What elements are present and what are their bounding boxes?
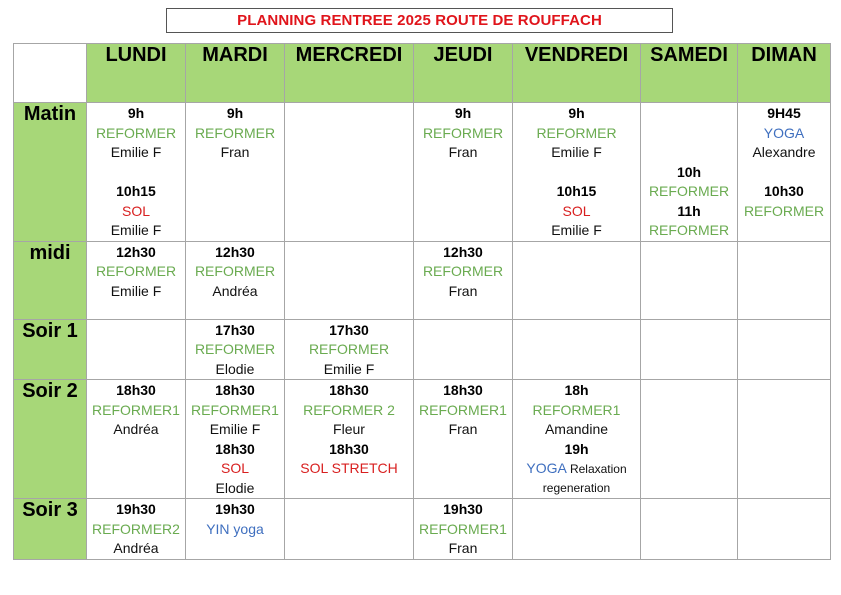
class-time: 18h30: [215, 382, 255, 398]
class-time: 17h30: [329, 321, 369, 338]
day-header-vendredi: VENDREDI: [513, 44, 641, 103]
class-name: REFORMER2: [92, 520, 180, 537]
class-time: 18h: [564, 382, 589, 398]
class-name: REFORMER: [648, 183, 730, 199]
instructor-name: Fran: [220, 144, 250, 160]
class-detail: Relaxation: [569, 462, 627, 476]
slot-label: Soir 3: [14, 499, 87, 560]
schedule-cell: [285, 103, 414, 242]
instructor-name: Andréa: [113, 540, 159, 556]
schedule-cell: [87, 103, 186, 242]
class-time: 18h30: [116, 382, 156, 398]
class-name: REFORMER: [743, 202, 825, 219]
instructor-name: Emilie F: [209, 421, 261, 437]
day-header-samedi: SAMEDI: [641, 44, 738, 103]
schedule-cell: [641, 319, 738, 380]
schedule-cell: [414, 319, 513, 380]
class-name: REFORMER 2: [303, 401, 395, 418]
class-name: REFORMER1: [532, 401, 621, 418]
schedule-cell: [414, 499, 513, 560]
class-name: YOGA: [763, 124, 805, 141]
class-name: REFORMER: [536, 124, 617, 141]
schedule-cell: [285, 380, 414, 499]
instructor-name: Emilie F: [110, 144, 162, 160]
class-name: REFORMER1: [92, 401, 180, 418]
slot-label: Soir 1: [14, 319, 87, 380]
instructor-name: Fleur: [333, 421, 365, 437]
instructor-name: Andréa: [212, 282, 258, 299]
class-name: SOL: [562, 202, 591, 219]
class-time: 19h30: [215, 501, 255, 517]
class-name: REFORMER: [308, 341, 390, 357]
day-header-diman: DIMAN: [738, 44, 831, 103]
class-time: 11h: [677, 202, 701, 219]
schedule-cell: [738, 380, 831, 499]
class-time: 9h: [226, 105, 244, 121]
class-line: [526, 459, 626, 479]
slot-row-midi: [14, 241, 831, 319]
schedule-cell: [186, 241, 285, 319]
schedule-cell: [641, 499, 738, 560]
instructor-name: Emilie F: [551, 144, 602, 160]
corner-cell: [14, 44, 87, 103]
schedule-cell: [738, 319, 831, 380]
class-name: SOL: [220, 460, 249, 476]
slot-row-soir-1: [14, 319, 831, 380]
schedule-cell: [513, 499, 641, 560]
header-row: [14, 44, 831, 103]
class-name: REFORMER: [194, 341, 276, 357]
slot-row-soir-3: [14, 499, 831, 560]
class-time: 10h15: [556, 183, 597, 199]
class-time: 12h30: [215, 243, 255, 260]
class-name: REFORMER: [95, 124, 177, 141]
class-name: REFORMER: [648, 222, 730, 238]
schedule-cell: [641, 103, 738, 242]
page-title: PLANNING RENTREE 2025 ROUTE DE ROUFFACH: [166, 8, 673, 33]
schedule-cell: [285, 499, 414, 560]
class-name: REFORMER: [95, 263, 177, 279]
instructor-name: Alexandre: [752, 144, 816, 160]
class-name: REFORMER1: [419, 401, 507, 418]
schedule-cell: [186, 103, 285, 242]
class-name: SOL: [121, 202, 150, 219]
schedule-cell: [641, 380, 738, 499]
class-time: 18h30: [443, 382, 483, 398]
schedule-cell: [285, 319, 414, 380]
instructor-name: Emilie F: [551, 222, 602, 238]
class-time: 18h30: [329, 382, 369, 398]
class-name: YIN yoga: [206, 520, 264, 537]
instructor-name: Elodie: [215, 360, 255, 377]
class-name: REFORMER: [194, 263, 276, 279]
instructor-name: Andréa: [113, 421, 159, 437]
class-name: YOGA: [526, 460, 567, 476]
class-time: 9h: [127, 105, 145, 121]
day-header-jeudi: JEUDI: [414, 44, 513, 103]
instructor-name: Amandine: [544, 421, 609, 437]
schedule-cell: [513, 319, 641, 380]
class-time: 12h30: [443, 243, 483, 260]
instructor-name: Fran: [448, 540, 478, 556]
class-name: REFORMER: [194, 124, 276, 141]
class-time: 19h30: [443, 501, 483, 517]
instructor-name: Fran: [448, 144, 478, 160]
instructor-name: Fran: [448, 282, 478, 299]
class-time: 18h30: [329, 440, 369, 457]
schedule-cell: [513, 380, 641, 499]
class-time: 19h30: [116, 501, 156, 517]
class-time: 9H45: [767, 105, 801, 121]
class-time: 9h: [568, 105, 585, 121]
schedule-cell: [513, 103, 641, 242]
class-time: 10h15: [116, 183, 156, 199]
slot-label: Matin: [14, 103, 87, 242]
schedule-cell: [641, 241, 738, 319]
instructor-name: Emilie F: [110, 222, 162, 238]
schedule-cell: [285, 241, 414, 319]
slot-row-soir-2: [14, 380, 831, 499]
class-name: REFORMER1: [419, 520, 507, 537]
class-name: REFORMER1: [191, 401, 279, 418]
class-name: REFORMER: [422, 263, 504, 279]
schedule-cell: [186, 380, 285, 499]
schedule-cell: [738, 499, 831, 560]
day-header-mercredi: MERCREDI: [285, 44, 414, 103]
schedule-cell: [414, 103, 513, 242]
class-time: 19h: [564, 440, 589, 457]
schedule-cell: [186, 499, 285, 560]
schedule-cell: [738, 103, 831, 242]
day-header-mardi: MARDI: [186, 44, 285, 103]
class-time: 10h30: [764, 183, 804, 199]
instructor-name: Fran: [448, 421, 478, 437]
schedule-cell: [87, 499, 186, 560]
slot-row-matin: [14, 103, 831, 242]
schedule-cell: [738, 241, 831, 319]
class-detail: regeneration: [542, 480, 611, 495]
schedule-table: [13, 43, 831, 560]
class-time: 18h30: [215, 440, 255, 457]
class-time: 12h30: [116, 243, 156, 260]
schedule-cell: [414, 380, 513, 499]
day-header-lundi: LUNDI: [87, 44, 186, 103]
schedule-cell: [87, 241, 186, 319]
class-name: REFORMER: [422, 124, 504, 141]
schedule-cell: [87, 319, 186, 380]
instructor-name: Elodie: [215, 479, 255, 496]
class-name: SOL STRETCH: [300, 460, 398, 476]
instructor-name: Emilie F: [110, 282, 162, 299]
slot-label: Soir 2: [14, 380, 87, 499]
class-time: 9h: [454, 105, 472, 121]
schedule-cell: [414, 241, 513, 319]
schedule-cell: [513, 241, 641, 319]
instructor-name: Emilie F: [323, 360, 375, 377]
schedule-cell: [186, 319, 285, 380]
schedule-cell: [87, 380, 186, 499]
slot-label: midi: [14, 241, 87, 319]
class-time: 17h30: [215, 321, 255, 338]
class-time: 10h: [676, 163, 702, 180]
